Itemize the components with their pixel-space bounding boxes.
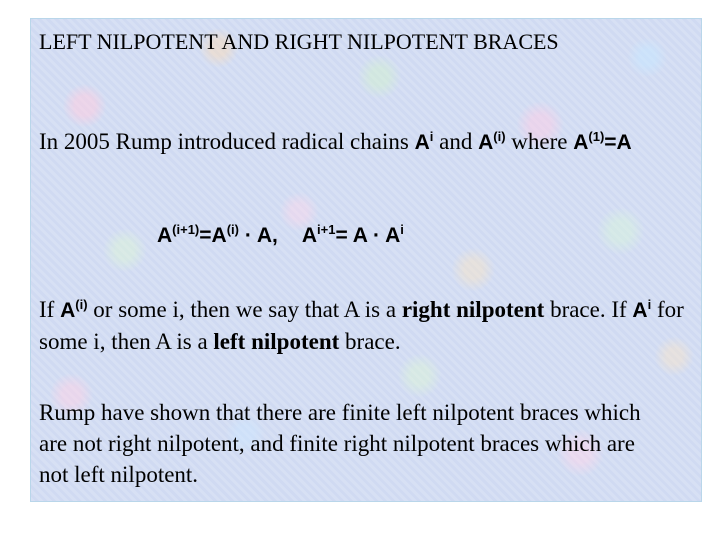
- math-superscript: (i+1): [172, 221, 200, 237]
- math-equals-a: =A: [199, 224, 227, 247]
- intro-text-1: In 2005 Rump introduced radical chains: [39, 129, 415, 154]
- term-left-nilpotent: left nilpotent: [213, 329, 340, 354]
- chain-definitions: [157, 219, 404, 251]
- result-paragraph: Rump have shown that there are finite left nilpotent braces which are not right nilpotent, and finite right nilpotent braces which are not left nilpotent.: [39, 400, 641, 487]
- nilp-text-5: brace.: [339, 329, 401, 354]
- slide-title: LEFT NILPOTENT AND RIGHT NILPOTENT BRACES: [39, 29, 559, 54]
- nilp-text-4: for some i, then A is a: [39, 297, 684, 354]
- math-a: A: [60, 299, 76, 322]
- nilpotent-definition-paragraph: [39, 294, 699, 357]
- math-superscript: i: [400, 221, 404, 237]
- nilp-text-3: brace. If: [544, 297, 633, 322]
- intro-text-3: where: [505, 129, 574, 154]
- math-a: A: [157, 224, 173, 247]
- math-a: A: [414, 131, 430, 154]
- math-a: A: [478, 131, 494, 154]
- term-right-nilpotent: right nilpotent: [401, 297, 545, 322]
- math-superscript: i: [429, 128, 434, 144]
- math-superscript: (i): [493, 128, 506, 144]
- slide-panel: [30, 18, 702, 502]
- math-superscript: (1): [588, 128, 605, 144]
- math-superscript: i: [647, 296, 652, 312]
- math-superscript: (i): [226, 221, 239, 237]
- math-superscript: (i): [75, 296, 88, 312]
- math-a: A: [632, 299, 648, 322]
- intro-text-2: and: [433, 129, 479, 154]
- math-a: A: [573, 131, 589, 154]
- math-superscript: i+1: [317, 221, 336, 237]
- intro-paragraph: [39, 126, 699, 158]
- math-equals-a-product: = A · A: [335, 224, 401, 247]
- math-a: A: [301, 224, 318, 247]
- nilp-text-2: or some i, then we say that A is a: [87, 297, 402, 322]
- math-equals-a: =A: [604, 131, 632, 154]
- nilp-text-1: If: [39, 297, 61, 322]
- math-product-a: · A,: [238, 224, 278, 247]
